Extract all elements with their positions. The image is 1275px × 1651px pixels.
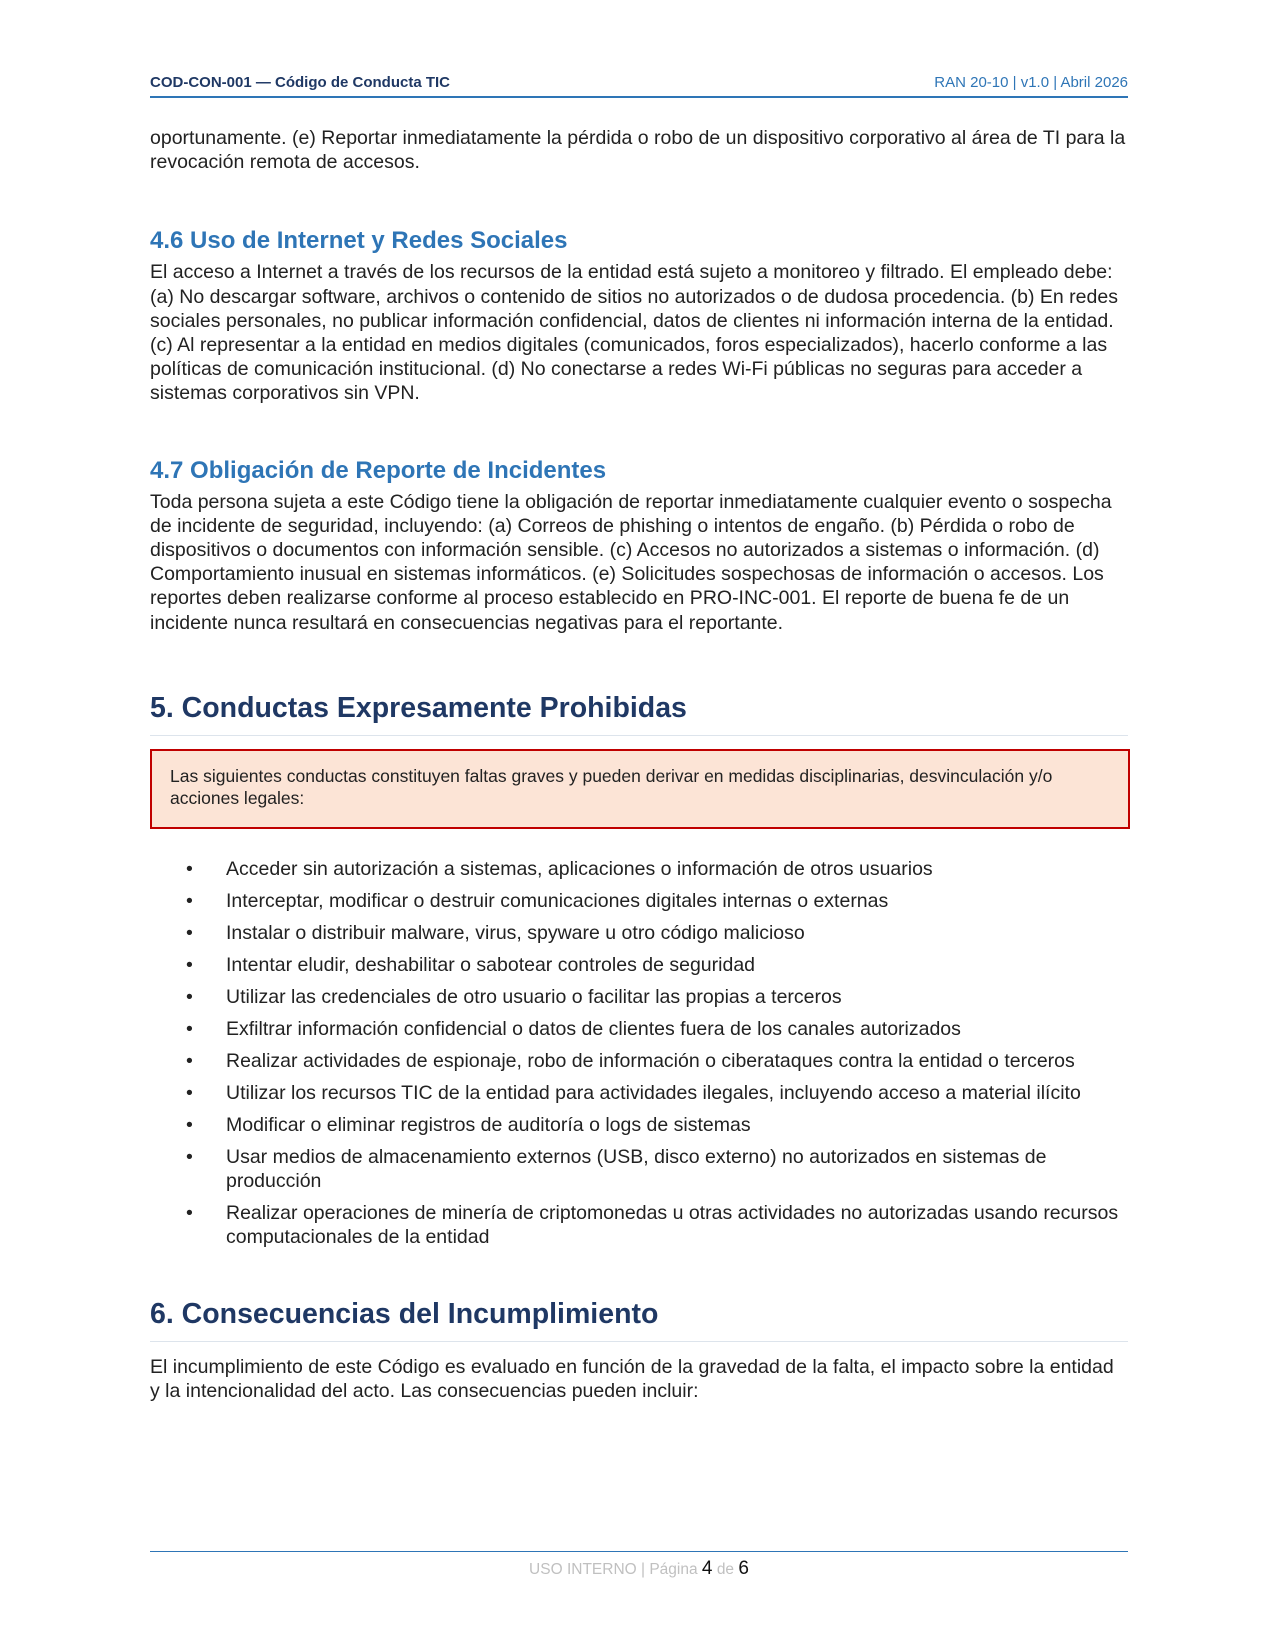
page-footer: [150, 1558, 1128, 1580]
list-item: • Exfiltrar información confidencial o datos de clientes fuera de los canales autorizados: [186, 1017, 961, 1040]
prohibited-conduct-list: [150, 857, 1128, 1249]
document-page: [150, 0, 1128, 1651]
bullet-icon: •: [186, 1081, 193, 1104]
section-6-text: El incumplimiento de este Código es evaluado en función de la gravedad de la falta, el impacto sobre la entidad y la intencionalidad del acto. Las consecuencias pueden incluir:: [150, 1355, 1114, 1403]
section-5-heading: 5. Conductas Expresamente Prohibidas: [150, 691, 687, 724]
list-item: • Interceptar, modificar o destruir comunicaciones digitales internas o externas: [186, 889, 889, 912]
section-4-6-heading: 4.6 Uso de Internet y Redes Sociales: [150, 227, 568, 255]
bullet-icon: •: [186, 1017, 193, 1040]
list-item: • Instalar o distribuir malware, virus, spyware u otro código malicioso: [186, 921, 805, 944]
bullet-icon: •: [186, 985, 193, 1008]
bullet-icon: •: [186, 953, 193, 976]
bullet-icon: •: [186, 857, 193, 880]
section-6-heading: 6. Consecuencias del Incumplimiento: [150, 1297, 659, 1330]
page-header: [150, 74, 1128, 98]
intro-paragraph: oportunamente. (e) Reportar inmediatamente la pérdida o robo de un dispositivo corporativo al área de TI para la revocación remota de accesos.: [150, 127, 1126, 174]
prohibited-warning-text: Las siguientes conductas constituyen faltas graves y pueden derivar en medidas disciplinarias, desvinculación y/o acciones legales:: [170, 765, 1053, 808]
bullet-icon: •: [186, 889, 193, 912]
list-item: • Usar medios de almacenamiento externos (USB, disco externo) no autorizados en sistemas de producción: [186, 1145, 1047, 1192]
list-item: • Realizar operaciones de minería de criptomonedas u otras actividades no autorizadas usando recursos computacionales de la entidad: [186, 1201, 1119, 1248]
bullet-icon: •: [186, 1049, 193, 1072]
current-page-number: 4: [701, 1558, 713, 1579]
footer-of: de: [716, 1561, 735, 1578]
document-code-title: COD-CON-001 — Código de Conducta TIC: [150, 74, 450, 91]
bullet-icon: •: [186, 1113, 193, 1136]
document-version-date: RAN 20-10 | v1.0 | Abril 2026: [934, 74, 1128, 91]
footer-classification: USO INTERNO | Página: [529, 1561, 698, 1578]
section-6-divider: [150, 1341, 1128, 1342]
total-page-count: 6: [738, 1558, 749, 1579]
footer-divider: [150, 1551, 1128, 1552]
document-body: [150, 126, 1128, 1403]
list-item: • Acceder sin autorización a sistemas, aplicaciones o información de otros usuarios: [186, 857, 933, 880]
section-4-6-text: El acceso a Internet a través de los recursos de la entidad está sujeto a monitoreo y filtrado. El empleado debe: (a) No descargar software, archivos o contenido de sitios no autorizados o de dudosa procedencia. (b) En redes sociales personales, no publicar información confidencial, datos de clientes ni información interna de la entidad. (c) Al representar a la entidad en medios digitales (comunicados, foros especializados), hacerlo conforme a las políticas de comunicación institucional. (d) No conectarse a redes Wi-Fi públicas no seguras para acceder a sistemas corporativos sin VPN.: [150, 261, 1118, 405]
bullet-icon: •: [186, 1145, 193, 1168]
section-5-divider: [150, 735, 1128, 736]
list-item: • Realizar actividades de espionaje, robo de información o ciberataques contra la entidad o terceros: [186, 1049, 1075, 1072]
section-4-7-text: Toda persona sujeta a este Código tiene la obligación de reportar inmediatamente cualquier evento o sospecha de incidente de seguridad, incluyendo: (a) Correos de phishing o intentos de engaño. (b) Pérdida o robo de dispositivos o documentos con información sensible. (c) Accesos no autorizados a sistemas o información. (d) Comportamiento inusual en sistemas informáticos. (e) Solicitudes sospechosas de información o accesos. Los reportes deben realizarse conforme al proceso establecido en PRO-INC-001. El reporte de buena fe de un incidente nunca resultará en consecuencias negativas para el reportante.: [150, 490, 1112, 634]
list-item: • Intentar eludir, deshabilitar o sabotear controles de seguridad: [186, 953, 756, 976]
section-4-7-heading: 4.7 Obligación de Reporte de Incidentes: [150, 456, 607, 484]
list-item: • Utilizar las credenciales de otro usuario o facilitar las propias a terceros: [186, 985, 842, 1008]
bullet-icon: •: [186, 1201, 193, 1224]
bullet-icon: •: [186, 921, 193, 944]
list-item: • Modificar o eliminar registros de auditoría o logs de sistemas: [186, 1113, 751, 1136]
prohibited-warning-box: [150, 749, 1130, 829]
list-item: • Utilizar los recursos TIC de la entidad para actividades ilegales, incluyendo acceso a material ilícito: [186, 1081, 1081, 1104]
